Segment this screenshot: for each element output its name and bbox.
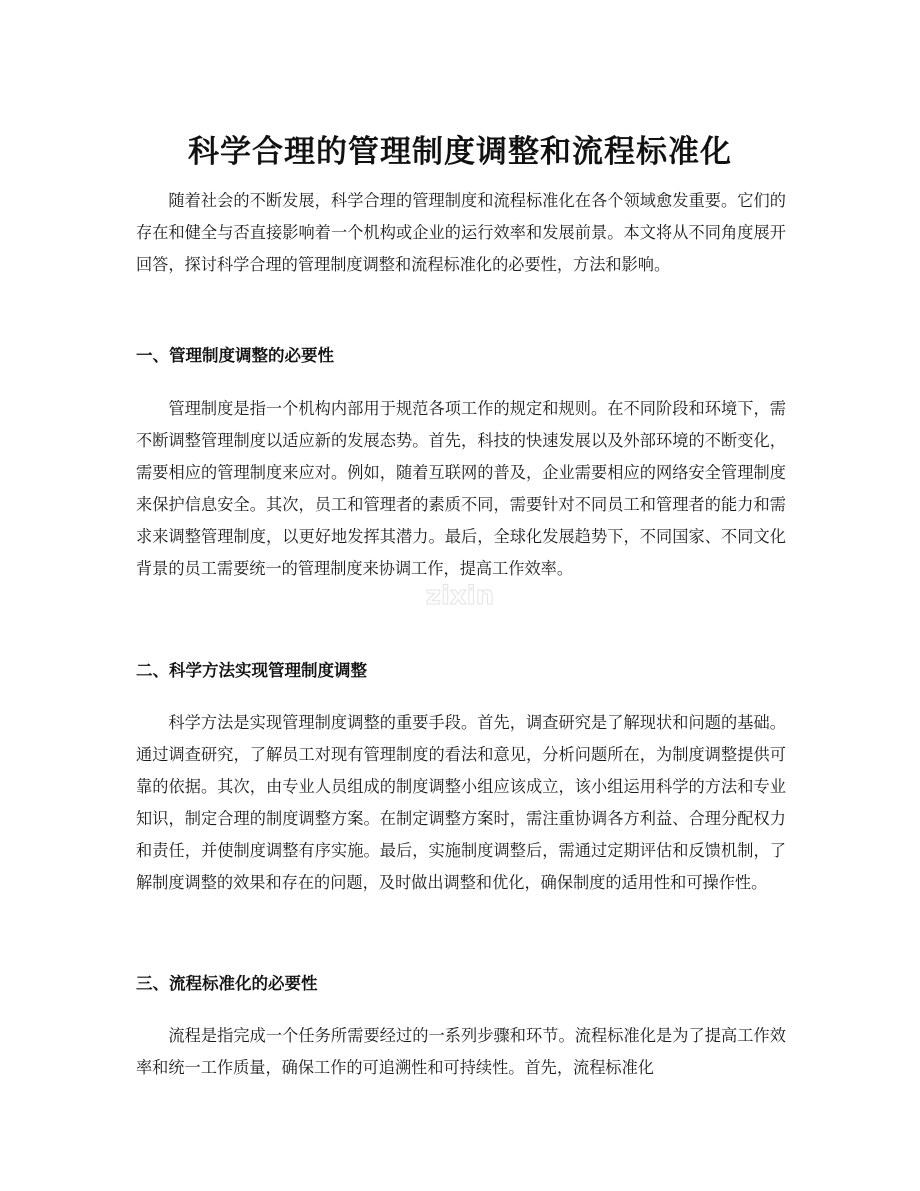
section-heading-1: 一、管理制度调整的必要性 [136,346,334,365]
section-body-3: 流程是指完成一个任务所需要经过的一系列步骤和环节。流程标准化是为了提高工作效率和统一工作质量，确保工作的可追溯性和可持续性。首先，流程标准化 [136,1026,786,1077]
section-body-1: 管理制度是指一个机构内部用于规范各项工作的规定和规则。在不同阶段和环境下，需不断调整管理制度以适应新的发展态势。首先，科技的快速发展以及外部环境的不断变化，需要相应的管理制度来应对。例如，随着互联网的普及，企业需要相应的网络安全管理制度来保护信息安全。其次，员工和管理者的素质不同，需要针对不同员工和管理者的能力和需求来调整管理制度，以更好地发挥其潜力。最后，全球化发展趋势下，不同国家、不同文化背景的员工需要统一的管理制度来协调工作，提高工作效率。 [136,399,786,578]
document-title: 科学合理的管理制度调整和流程标准化 [188,133,732,170]
svg-text:zixin: zixin [425,581,495,611]
section-body-2: 科学方法是实现管理制度调整的重要手段。首先，调查研究是了解现状和问题的基础。通过调查研究，了解员工对现有管理制度的看法和意见，分析问题所在，为制度调整提供可靠的依据。其次，由专业人员组成的制度调整小组应该成立，该小组运用科学的方法和专业知识，制定合理的制度调整方案。在制定调整方案时，需注重协调各方利益、合理分配权力和责任，并使制度调整有序实施。最后，实施制度调整后，需通过定期评估和反馈机制，了解制度调整的效果和存在的问题，及时做出调整和优化，确保制度的适用性和可操作性。 [136,713,786,892]
section-heading-2: 二、科学方法实现管理制度调整 [136,661,367,680]
intro-paragraph: 随着社会的不断发展，科学合理的管理制度和流程标准化在各个领域愈发重要。它们的存在和健全与否直接影响着一个机构或企业的运行效率和发展前景。本文将从不同角度展开回答，探讨科学合理的管理制度调整和流程标准化的必要性，方法和影响。 [136,191,786,274]
section-heading-3: 三、流程标准化的必要性 [136,974,318,993]
